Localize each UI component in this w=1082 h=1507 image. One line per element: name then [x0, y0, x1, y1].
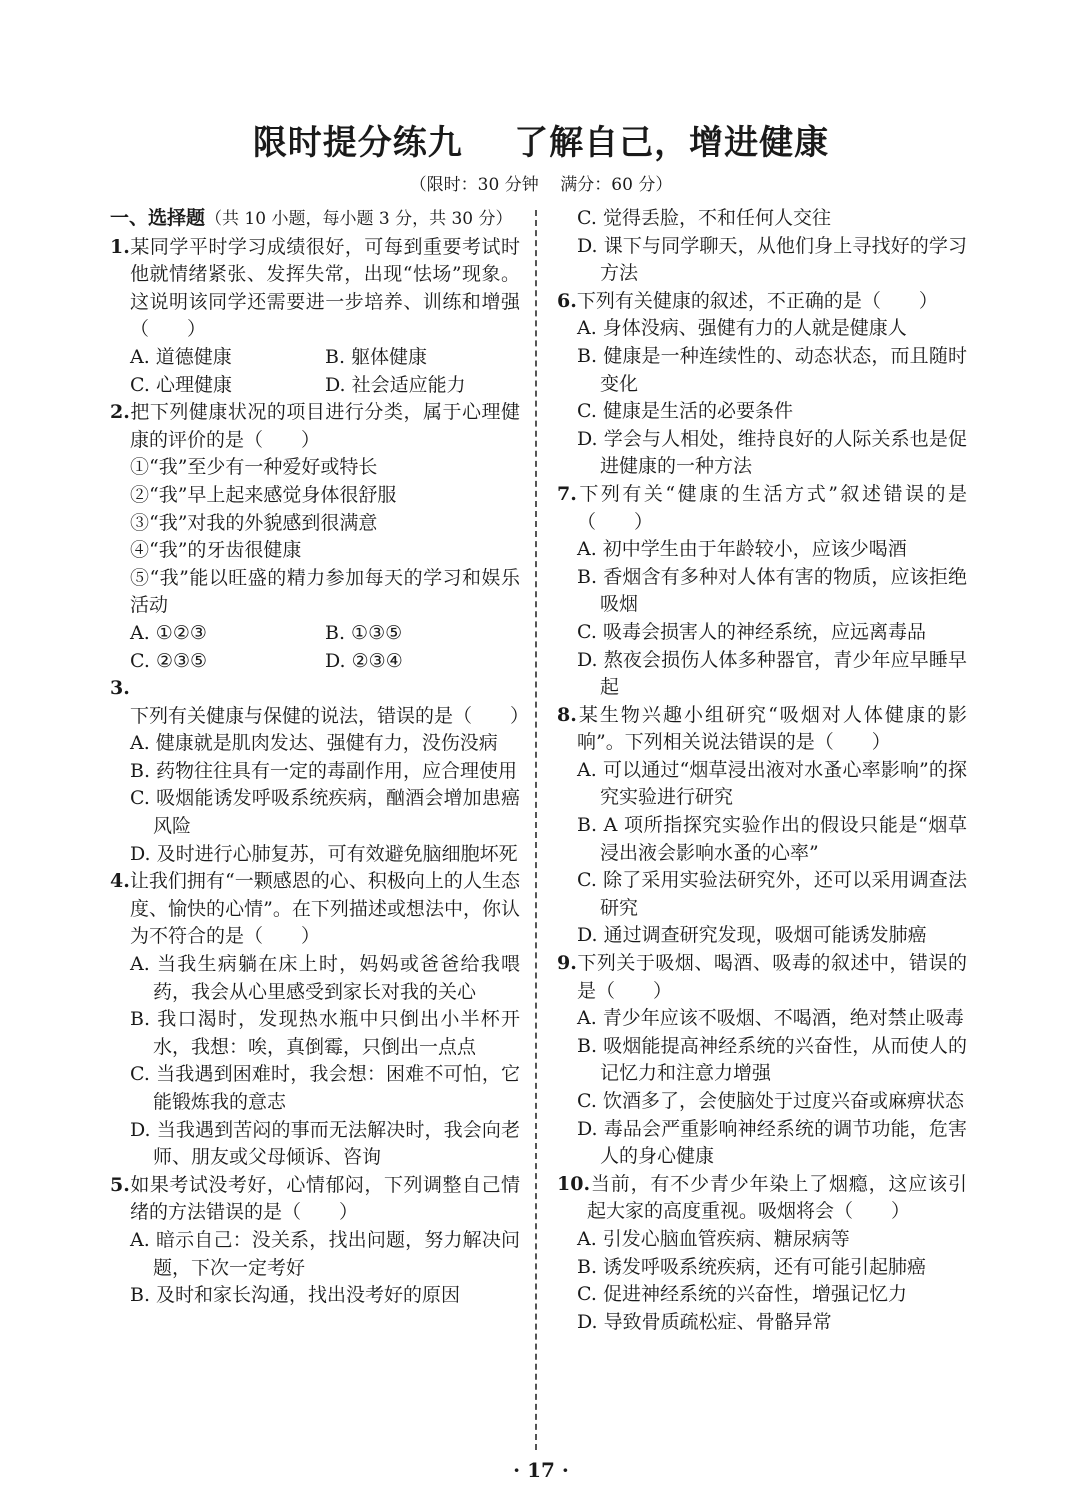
option-b: B. 药物往往具有一定的毒副作用，应合理使用 — [130, 759, 518, 782]
question-stem — [557, 288, 967, 316]
option-a: A. 初中学生由于年龄较小，应该少喝酒 — [577, 538, 907, 561]
question-number: 2. — [110, 401, 130, 424]
question-stem — [557, 702, 967, 757]
question-stem — [110, 234, 520, 344]
question-number: 4. — [110, 870, 130, 893]
column-divider — [535, 210, 537, 1450]
option-a: A. 引发心脑血管疾病、糖尿病等 — [577, 1227, 850, 1250]
question-stem — [557, 950, 967, 1005]
option-b: B. ①③⑤ — [325, 621, 403, 644]
question-6 — [557, 288, 967, 481]
option-row — [110, 372, 520, 400]
question-stem — [557, 481, 967, 536]
option-b: B. 香烟含有多种对人体有害的物质，应该拒绝吸烟 — [577, 565, 967, 616]
question-10 — [557, 1171, 967, 1337]
statement-item: ④“我”的牙齿很健康 — [130, 539, 302, 562]
question-8 — [557, 702, 967, 950]
option-d: D. 学会与人相处，维持良好的人际关系也是促进健康的一种方法 — [577, 427, 967, 478]
option-d: D. 导致骨质疏松症、骨骼异常 — [577, 1310, 832, 1333]
question-5-continued — [557, 205, 967, 288]
question-stem — [110, 399, 520, 454]
question-text: 某同学平时学习成绩很好，可每到重要考试时他就情绪紧张、发挥失常，出现“怯场”现象。这说明该同学还需要进一步培养、训练和增强（ ） — [129, 235, 520, 341]
option-a: A. 可以通过“烟草浸出液对水蚤心率影响”的探究实验进行研究 — [577, 758, 967, 809]
option-row — [110, 344, 520, 372]
question-5 — [110, 1172, 520, 1310]
option-a: A. 道德健康 — [130, 345, 232, 368]
option-b: B. 吸烟能提高神经系统的兴奋性，从而使人的记忆力和注意力增强 — [577, 1034, 967, 1085]
option-c: C. 除了采用实验法研究外，还可以采用调查法研究 — [577, 869, 967, 919]
question-stem — [110, 675, 530, 730]
option-d: D. 通过调查研究发现，吸烟可能诱发肺癌 — [577, 924, 927, 947]
option-c: C. 健康是生活的必要条件 — [577, 400, 793, 423]
page-number: · 17 · — [513, 1458, 569, 1482]
option-c: C. 吸毒会损害人的神经系统，应远离毒品 — [577, 620, 926, 643]
question-1 — [110, 234, 520, 400]
question-text: 某生物兴趣小组研究“吸烟对人体健康的影响”。下列相关说法错误的是（ ） — [576, 703, 967, 754]
option-row — [110, 648, 520, 676]
option-b: B. 我口渴时，发现热水瓶中只倒出小半杯开水，我想：唉，真倒霉，只倒出一点点 — [130, 1008, 520, 1058]
question-number: 9. — [557, 952, 577, 975]
option-c: C. 饮酒多了，会使脑处于过度兴奋或麻痹状态 — [577, 1090, 964, 1112]
option-b: B. A 项所指探究实验作出的假设只能是“烟草浸出液会影响水蚤的心率” — [577, 814, 967, 864]
question-3 — [110, 675, 530, 868]
option-d: D. 毒品会严重影响神经系统的调节功能，危害人的身心健康 — [577, 1117, 967, 1168]
question-stem — [110, 868, 520, 951]
option-b: B. 健康是一种连续性的、动态状态，而且随时变化 — [577, 344, 967, 395]
question-number: 5. — [110, 1173, 130, 1196]
option-a: A. 身体没病、强健有力的人就是健康人 — [577, 317, 907, 340]
option-a: A. 青少年应该不吸烟、不喝酒，绝对禁止吸毒 — [577, 1007, 964, 1030]
page-subtitle: （限时：30 分钟 满分：60 分） — [409, 175, 673, 195]
section-heading — [110, 205, 520, 234]
option-d: D. 及时进行心肺复苏，可有效避免脑细胞坏死 — [130, 842, 518, 865]
statement-item: ⑤“我”能以旺盛的精力参加每天的学习和娱乐活动 — [130, 566, 520, 617]
question-text: 下列有关健康与保健的说法，错误的是（ ） — [130, 704, 530, 727]
question-number: 7. — [557, 482, 577, 505]
question-text: 当前，有不少青少年染上了烟瘾，这应该引起大家的高度重视。吸烟将会（ ） — [587, 1172, 967, 1223]
question-number: 1. — [110, 235, 130, 258]
option-c: C. 吸烟能诱发呼吸系统疾病，酗酒会增加患癌风险 — [130, 787, 520, 838]
option-d: D. ②③④ — [325, 649, 403, 672]
question-4 — [110, 868, 520, 1172]
question-7 — [557, 481, 967, 702]
question-number: 3. — [110, 677, 130, 700]
right-column — [557, 205, 967, 1336]
option-c: C. 心理健康 — [130, 373, 232, 396]
question-9 — [557, 950, 967, 1171]
option-a: A. 暗示自己：没关系，找出问题，努力解决问题，下次一定考好 — [130, 1228, 520, 1279]
question-text: 下列关于吸烟、喝酒、吸毒的叙述中，错误的是（ ） — [576, 952, 967, 1002]
option-a: A. 健康就是肌肉发达、强健有力，没伤没病 — [130, 732, 498, 755]
question-text: 让我们拥有“一颗感恩的心、积极向上的人生态度、愉快的心情”。在下列描述或想法中，你认为不符合的是（ ） — [129, 870, 520, 948]
question-number: 8. — [557, 703, 577, 726]
left-column — [110, 205, 530, 1310]
option-row — [110, 620, 520, 648]
option-a: A. ①②③ — [130, 621, 207, 644]
option-d: D. 课下与同学聊天，从他们身上寻找好的学习方法 — [577, 234, 967, 285]
statement-item: ①“我”至少有一种爱好或特长 — [130, 456, 378, 479]
question-number: 10. — [557, 1172, 591, 1195]
question-2 — [110, 399, 520, 675]
question-text: 下列有关健康的叙述，不正确的是（ ） — [576, 289, 938, 312]
option-c: C. 促进神经系统的兴奋性，增强记忆力 — [577, 1283, 907, 1306]
option-d: D. 社会适应能力 — [325, 373, 466, 396]
question-number: 6. — [557, 289, 577, 312]
option-b: B. 及时和家长沟通，找出没考好的原因 — [130, 1284, 461, 1307]
statement-item: ③“我”对我的外貌感到很满意 — [130, 511, 378, 534]
option-c: C. 觉得丢脸，不和任何人交往 — [577, 207, 831, 229]
option-b: B. 诱发呼吸系统疾病，还有可能引起肺癌 — [577, 1255, 927, 1278]
statement-item: ②“我”早上起来感觉身体很舒服 — [130, 483, 397, 506]
option-a: A. 当我生病躺在床上时，妈妈或爸爸给我喂药，我会从心里感受到家长对我的关心 — [130, 953, 520, 1003]
option-c: C. 当我遇到困难时，我会想：困难不可怕，它能锻炼我的意志 — [130, 1063, 520, 1113]
option-b: B. 躯体健康 — [325, 345, 428, 368]
option-d: D. 当我遇到苦闷的事而无法解决时，我会向老师、朋友或父母倾诉、咨询 — [130, 1118, 520, 1169]
question-text: 下列有关“健康的生活方式”叙述错误的是（ ） — [576, 482, 967, 533]
question-stem — [110, 1172, 520, 1227]
question-text: 把下列健康状况的项目进行分类，属于心理健康的评价的是（ ） — [129, 401, 520, 451]
question-stem — [557, 1171, 967, 1226]
question-text: 如果考试没考好，心情郁闷，下列调整自己情绪的方法错误的是（ ） — [129, 1173, 520, 1224]
section-title: 一、选择题 — [110, 207, 206, 229]
section-note: （共 10 小题，每小题 3 分，共 30 分） — [205, 209, 513, 229]
page-title: 限时提分练九 了解自己，增进健康 — [252, 123, 830, 163]
option-d: D. 熬夜会损伤人体多种器官，青少年应早睡早起 — [577, 648, 967, 699]
option-c: C. ②③⑤ — [130, 649, 208, 672]
